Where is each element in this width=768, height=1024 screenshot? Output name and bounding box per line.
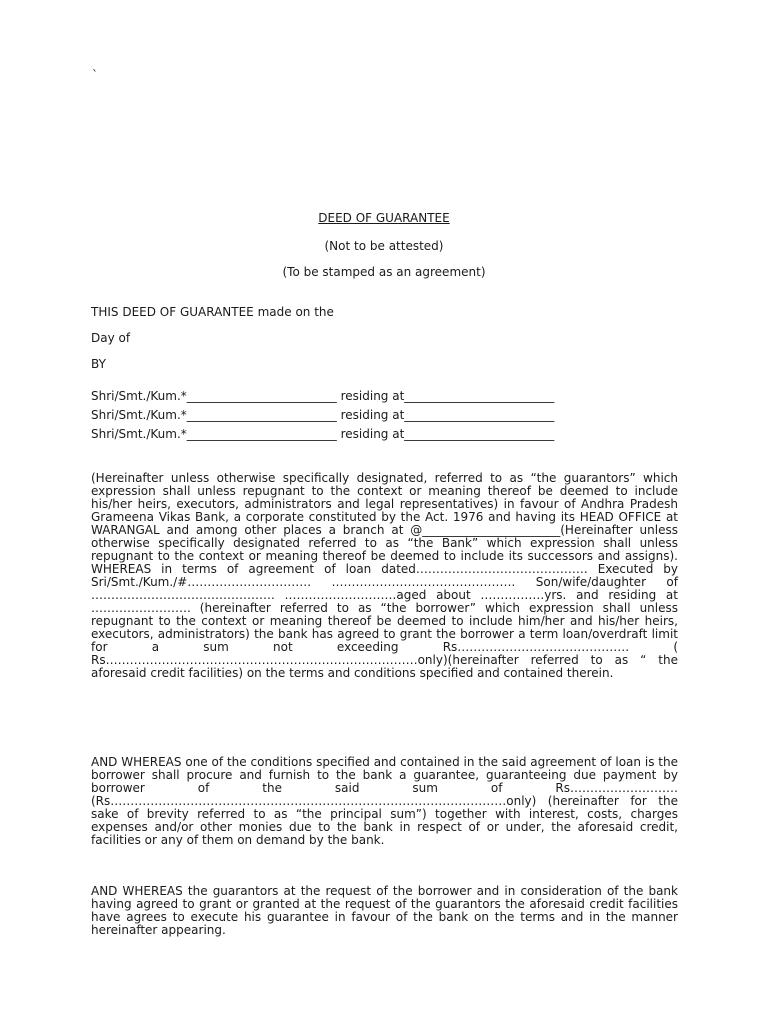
subtitle-stamped: (To be stamped as an agreement) <box>282 265 486 279</box>
guarantor-line-3: Shri/Smt./Kum.*_________________________ residing at_________________________ <box>91 427 555 441</box>
made-on-line: THIS DEED OF GUARANTEE made on the <box>91 305 334 319</box>
subtitle-not-attested: (Not to be attested) <box>324 239 444 253</box>
paragraph-whereas-conditions: AND WHEREAS one of the conditions specified and contained in the said agreement of loan is the borrower shall procure and furnish to the bank a guarantee, guaranteeing due payment by borrower of the said sum of Rs……………………… (Rs………………………………………………………………………………………only) (hereinafter for the sake of brevity referred to as “the principal sum”) together with interest, costs, charges expenses and/or other monies due to the bank in respect of or under, the aforesaid credit, facilities or any of them on demand by the bank. <box>91 755 678 847</box>
by-line: BY <box>91 357 106 371</box>
day-of-line: Day of <box>91 331 131 345</box>
corner-mark: ` <box>92 68 98 82</box>
document-title: DEED OF GUARANTEE <box>318 211 450 225</box>
guarantor-line-2: Shri/Smt./Kum.*_________________________ residing at_________________________ <box>91 408 555 422</box>
paragraph-guarantors-definition: (Hereinafter unless otherwise specifically designated, referred to as “the guarantors” which expression shall unless repugnant to the context or meaning thereof be deemed to include his/her heirs, executors, administrators and legal representatives) in favour of Andhra Pradesh Grameena Vikas Bank, a corporate constituted by the Act. 1976 and having its HEAD OFFICE at WARANGAL and among other places a branch at @_______________________(Hereinafter unless otherwise specifically designated referred to as “the Bank” which expression shall unless repugnant to the context or meaning thereof be deemed to include its successors and assigns). WHEREAS in terms of agreement of loan dated……………………………………. Executed by Sri/Smt./Kum./#…………………………. ………………………………………. Son/wife/daughter of ………………………………………. ……………………….aged about …………….yrs. and residing at ……………………. (hereinafter referred to as “the borrower” which expression shall unless repugnant to the context or meaning thereof be deemed to include him/her and his/her heirs, executors, administrators) the bank has agreed to grant the borrower a term loan/overdraft limit for a sum not exceeding Rs……………………………………. ( Rs……………………………………………………………………only)(hereinafter referred to as “ the aforesaid credit facilities) on the terms and conditions specified and contained therein. <box>91 471 678 680</box>
paragraph-whereas-request: AND WHEREAS the guarantors at the request of the borrower and in consideration of the bank having agreed to grant or granted at the request of the guarantors the aforesaid credit facilities have agrees to execute his guarantee in favour of the bank on the terms and in the manner hereinafter appearing. <box>91 884 678 937</box>
guarantor-line-1: Shri/Smt./Kum.*_________________________ residing at_________________________ <box>91 389 555 403</box>
